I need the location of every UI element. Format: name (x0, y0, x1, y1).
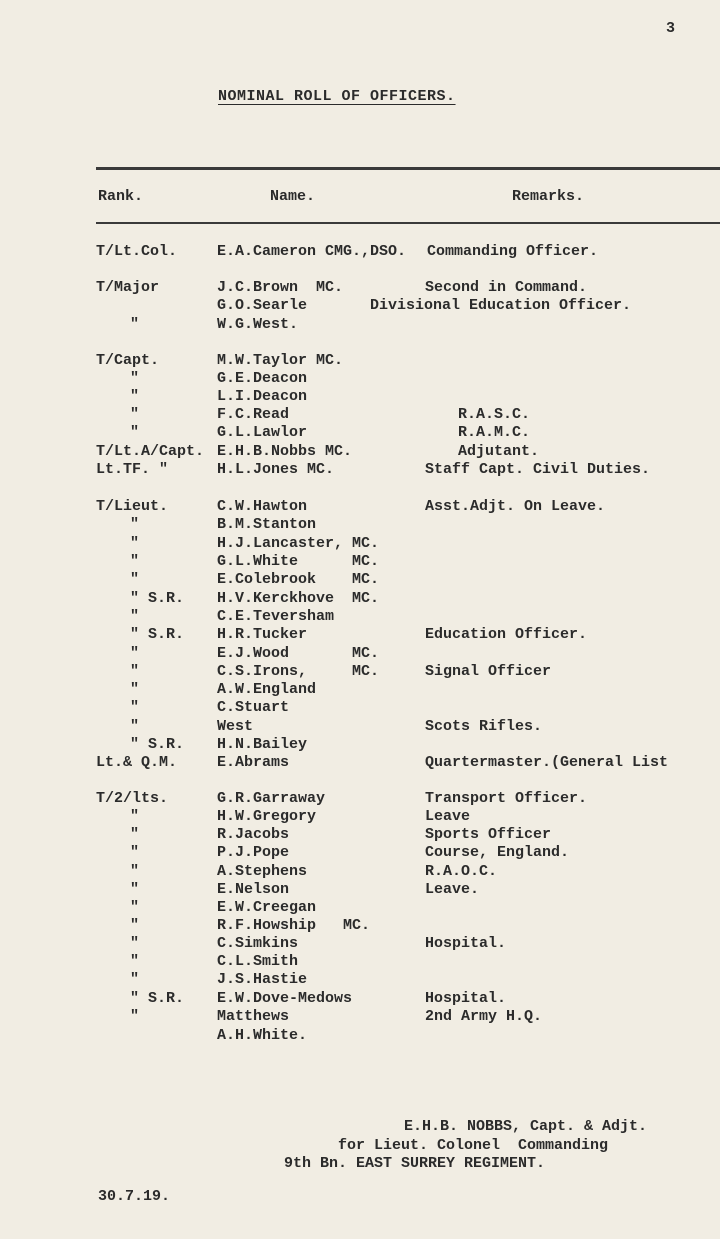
name-cell: A.Stephens (217, 863, 308, 880)
roll-row (0, 498, 720, 516)
rank-cell: " S.R. (130, 990, 185, 1007)
roll-row (0, 663, 720, 681)
rank-cell: " (130, 316, 140, 333)
remarks-cell: Leave (425, 808, 471, 825)
roll-row (0, 352, 720, 370)
remarks-cell: R.A.M.C. (458, 424, 531, 441)
header-rule (96, 222, 720, 224)
rank-cell: " (130, 718, 140, 735)
name-cell: F.C.Read (217, 406, 290, 423)
roll-row (0, 1027, 720, 1045)
name-cell: R.Jacobs (217, 826, 290, 843)
rank-cell: " (130, 971, 140, 988)
rank-cell: T/Lt.A/Capt. (96, 443, 205, 460)
remarks-cell: Commanding Officer. (427, 243, 599, 260)
roll-row (0, 917, 720, 935)
roll-row (0, 316, 720, 334)
roll-row (0, 953, 720, 971)
roll-row (0, 826, 720, 844)
rank-cell: " (130, 899, 140, 916)
roll-row (0, 608, 720, 626)
remarks-cell: Hospital. (425, 990, 507, 1007)
rank-cell: " (130, 935, 140, 952)
roll-row (0, 443, 720, 461)
name-cell: G.L.Lawlor (217, 424, 308, 441)
header-rank: Rank. (98, 188, 144, 205)
roll-row (0, 681, 720, 699)
roll-row (0, 553, 720, 571)
remarks-cell: Leave. (425, 881, 480, 898)
rank-cell: T/Capt. (96, 352, 160, 369)
roll-row (0, 571, 720, 589)
roll-row (0, 718, 720, 736)
roll-row (0, 899, 720, 917)
rank-cell: " (130, 663, 140, 680)
name-cell: B.M.Stanton (217, 516, 317, 533)
name-cell: H.J.Lancaster, MC. (217, 535, 380, 552)
rank-cell: " (130, 844, 140, 861)
rank-cell: " (130, 406, 140, 423)
remarks-cell: Hospital. (425, 935, 507, 952)
name-cell: Matthews (217, 1008, 290, 1025)
roll-row (0, 243, 720, 261)
roll-row (0, 297, 720, 315)
remarks-cell: Scots Rifles. (425, 718, 543, 735)
rank-cell: " (130, 808, 140, 825)
roll-row (0, 808, 720, 826)
name-cell: C.S.Irons, MC. (217, 663, 380, 680)
remarks-cell: Quartermaster.(General List (425, 754, 669, 771)
remarks-cell: Adjutant. (458, 443, 540, 460)
remarks-cell: Course, England. (425, 844, 570, 861)
rank-cell: " (130, 645, 140, 662)
rank-cell: T/2/lts. (96, 790, 169, 807)
rank-cell: " (130, 826, 140, 843)
name-cell: E.W.Creegan (217, 899, 317, 916)
name-cell: E.A.Cameron CMG.,DSO. (217, 243, 407, 260)
remarks-cell: Asst.Adjt. On Leave. (425, 498, 606, 515)
name-cell: J.C.Brown MC. (217, 279, 344, 296)
roll-row (0, 406, 720, 424)
roll-row (0, 645, 720, 663)
rank-cell: Lt.& Q.M. (96, 754, 178, 771)
rank-cell: " S.R. (130, 590, 185, 607)
roll-row (0, 863, 720, 881)
name-cell: E.Nelson (217, 881, 290, 898)
rank-cell: T/Major (96, 279, 160, 296)
roll-row (0, 881, 720, 899)
name-cell: A.W.England (217, 681, 317, 698)
name-cell: E.H.B.Nobbs MC. (217, 443, 353, 460)
remarks-cell: Sports Officer (425, 826, 552, 843)
rank-cell: " (130, 424, 140, 441)
roll-row (0, 424, 720, 442)
rank-cell: " (130, 863, 140, 880)
roll-row (0, 971, 720, 989)
remarks-cell: R.A.O.C. (425, 863, 498, 880)
name-cell: H.N.Bailey (217, 736, 308, 753)
remarks-cell: Signal Officer (425, 663, 552, 680)
signature-for: for Lieut. Colonel Commanding (338, 1137, 609, 1154)
remarks-cell: Staff Capt. Civil Duties. (425, 461, 651, 478)
roll-row (0, 754, 720, 772)
rank-cell: T/Lieut. (96, 498, 169, 515)
roll-row (0, 626, 720, 644)
name-cell: E.Abrams (217, 754, 290, 771)
roll-row (0, 535, 720, 553)
name-cell: C.E.Teversham (217, 608, 335, 625)
remarks-cell: Second in Command. (425, 279, 588, 296)
remarks-cell: Transport Officer. (425, 790, 588, 807)
remarks-cell: Education Officer. (425, 626, 588, 643)
name-cell: M.W.Taylor MC. (217, 352, 344, 369)
rank-cell: " (130, 681, 140, 698)
roll-row (0, 736, 720, 754)
rank-cell: " (130, 553, 140, 570)
signature-unit: 9th Bn. EAST SURREY REGIMENT. (284, 1155, 546, 1172)
rank-cell: " (130, 608, 140, 625)
document-title: NOMINAL ROLL OF OFFICERS. (218, 88, 456, 105)
rank-cell: " (130, 1008, 140, 1025)
name-cell: H.V.Kerckhove MC. (217, 590, 380, 607)
name-cell: G.E.Deacon (217, 370, 308, 387)
remarks-cell: Divisional Education Officer. (370, 297, 632, 314)
name-cell: West (217, 718, 254, 735)
name-cell: G.O.Searle (217, 297, 308, 314)
rank-cell: " (130, 535, 140, 552)
name-cell: E.Colebrook MC. (217, 571, 380, 588)
roll-row (0, 279, 720, 297)
roll-row (0, 516, 720, 534)
name-cell: C.Stuart (217, 699, 290, 716)
rank-cell: Lt.TF. " (96, 461, 169, 478)
name-cell: A.H.White. (217, 1027, 308, 1044)
signature-name: E.H.B. NOBBS, Capt. & Adjt. (404, 1118, 648, 1135)
roll-row (0, 990, 720, 1008)
roll-row (0, 388, 720, 406)
rank-cell: " (130, 571, 140, 588)
rank-cell: " (130, 699, 140, 716)
rank-cell: " (130, 388, 140, 405)
name-cell: P.J.Pope (217, 844, 290, 861)
rank-cell: " (130, 881, 140, 898)
roll-row (0, 935, 720, 953)
rank-cell: " (130, 917, 140, 934)
rank-cell: " (130, 953, 140, 970)
name-cell: J.S.Hastie (217, 971, 308, 988)
roll-row (0, 790, 720, 808)
name-cell: C.W.Hawton (217, 498, 308, 515)
rank-cell: " S.R. (130, 736, 185, 753)
top-rule (96, 167, 720, 170)
roll-row (0, 699, 720, 717)
roll-row (0, 1008, 720, 1026)
rank-cell: " S.R. (130, 626, 185, 643)
name-cell: G.R.Garraway (217, 790, 326, 807)
name-cell: R.F.Howship MC. (217, 917, 371, 934)
name-cell: C.L.Smith (217, 953, 299, 970)
header-name: Name. (270, 188, 316, 205)
rank-cell: T/Lt.Col. (96, 243, 178, 260)
name-cell: H.R.Tucker (217, 626, 308, 643)
roll-row (0, 844, 720, 862)
name-cell: C.Simkins (217, 935, 299, 952)
name-cell: E.W.Dove-Medows (217, 990, 353, 1007)
header-remarks: Remarks. (512, 188, 585, 205)
rank-cell: " (130, 370, 140, 387)
name-cell: G.L.White MC. (217, 553, 380, 570)
roll-row (0, 461, 720, 479)
name-cell: H.L.Jones MC. (217, 461, 335, 478)
name-cell: L.I.Deacon (217, 388, 308, 405)
remarks-cell: 2nd Army H.Q. (425, 1008, 543, 1025)
roll-row (0, 590, 720, 608)
name-cell: W.G.West. (217, 316, 299, 333)
remarks-cell: R.A.S.C. (458, 406, 531, 423)
rank-cell: " (130, 516, 140, 533)
page-number: 3 (666, 20, 676, 37)
document-date: 30.7.19. (98, 1188, 171, 1205)
name-cell: H.W.Gregory (217, 808, 317, 825)
roll-row (0, 370, 720, 388)
name-cell: E.J.Wood MC. (217, 645, 380, 662)
